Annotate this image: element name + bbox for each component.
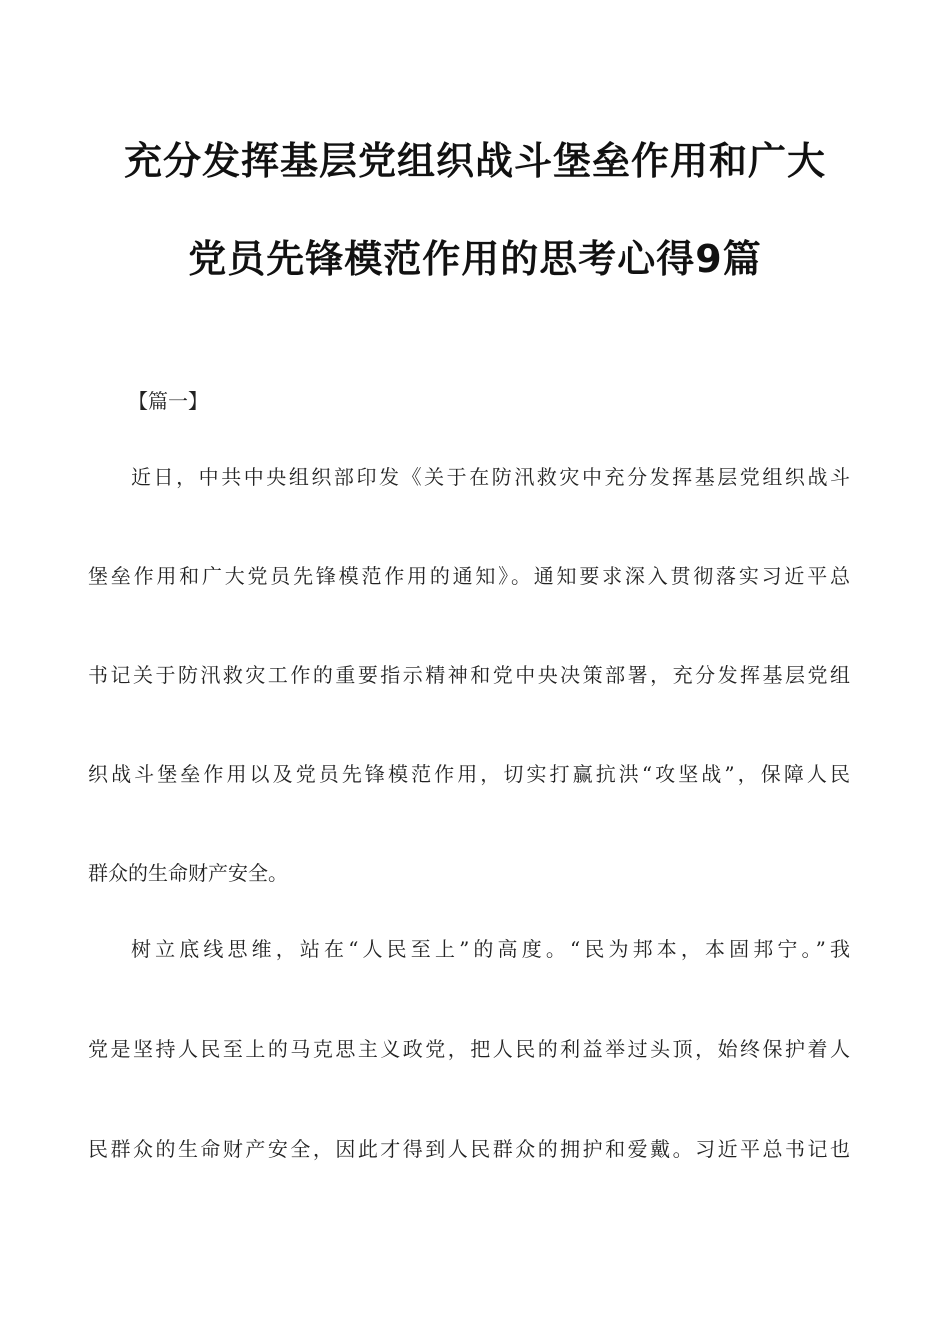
document-title-line-2: 党员先锋模范作用的思考心得9篇 bbox=[188, 237, 762, 281]
document-title-line-1: 充分发挥基层党组织战斗堡垒作用和广大 bbox=[123, 139, 826, 183]
section-heading: 【篇一】 bbox=[128, 389, 208, 413]
paragraph-2-line-3: 民群众的生命财产安全，因此才得到人民群众的拥护和爱戴。习近平总书记也 bbox=[88, 1137, 850, 1161]
paragraph-1-line-2: 堡垒作用和广大党员先锋模范作用的通知》。通知要求深入贯彻落实习近平总 bbox=[88, 564, 850, 588]
paragraph-1-line-5: 群众的生命财产安全。 bbox=[88, 861, 288, 885]
paragraph-2-line-2: 党是坚持人民至上的马克思主义政党，把人民的利益举过头顶，始终保护着人 bbox=[88, 1037, 850, 1061]
paragraph-1-line-4: 织战斗堡垒作用以及党员先锋模范作用，切实打赢抗洪“攻坚战”，保障人民 bbox=[88, 762, 850, 786]
paragraph-2-line-1: 树立底线思维，站在“人民至上”的高度。“民为邦本，本固邦宁。”我 bbox=[131, 937, 850, 961]
paragraph-1-line-1: 近日，中共中央组织部印发《关于在防汛救灾中充分发挥基层党组织战斗 bbox=[131, 465, 850, 489]
paragraph-1-line-3: 书记关于防汛救灾工作的重要指示精神和党中央决策部署，充分发挥基层党组 bbox=[88, 663, 850, 687]
